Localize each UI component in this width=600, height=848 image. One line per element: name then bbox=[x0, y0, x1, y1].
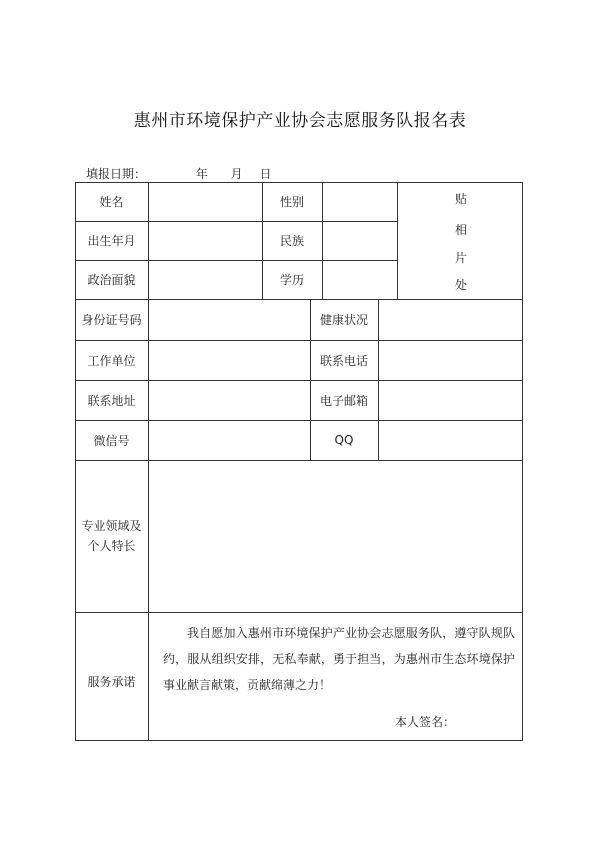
label-pledge: 服务承诺 bbox=[87, 674, 136, 689]
label-expertise-line2: 个人特长 bbox=[87, 539, 136, 553]
form-title: 惠州市环境保护产业协会志愿服务队报名表 bbox=[133, 111, 467, 131]
label-phone: 联系电话 bbox=[319, 353, 368, 368]
label-education: 学历 bbox=[279, 273, 304, 287]
photo-char-2: 相 bbox=[454, 223, 467, 237]
label-name: 姓名 bbox=[99, 195, 124, 209]
label-email: 电子邮箱 bbox=[319, 393, 368, 408]
label-birth: 出生年月 bbox=[87, 234, 136, 248]
label-wechat: 微信号 bbox=[93, 433, 130, 448]
label-expertise-line1: 专业领域及 bbox=[81, 519, 142, 533]
label-id-number: 身份证号码 bbox=[81, 313, 142, 327]
date-month: 月 bbox=[230, 167, 243, 181]
pledge-text: 我自愿加入惠州市环境保护产业协会志愿服务队，遵守队规队约，服从组织安排，无私奉献，勇于担当，为惠州市生态环境保护事业献言献策，贡献绵薄之力！ bbox=[163, 626, 515, 692]
label-gender: 性别 bbox=[279, 195, 304, 209]
signature-label: 本人签名： bbox=[395, 715, 456, 729]
label-political: 政治面貌 bbox=[87, 273, 136, 287]
label-health: 健康状况 bbox=[319, 313, 368, 327]
date-day: 日 bbox=[259, 167, 272, 181]
photo-char-1: 贴 bbox=[454, 192, 467, 206]
date-year: 年 bbox=[195, 167, 208, 181]
photo-char-4: 处 bbox=[454, 278, 467, 292]
label-ethnicity: 民族 bbox=[279, 234, 304, 248]
label-address: 联系地址 bbox=[87, 393, 136, 408]
label-expertise bbox=[75, 460, 148, 612]
label-employer: 工作单位 bbox=[87, 353, 136, 368]
fill-date-label: 填报日期： bbox=[86, 167, 147, 181]
photo-char-3: 片 bbox=[454, 251, 467, 265]
label-qq: QQ bbox=[334, 433, 354, 447]
